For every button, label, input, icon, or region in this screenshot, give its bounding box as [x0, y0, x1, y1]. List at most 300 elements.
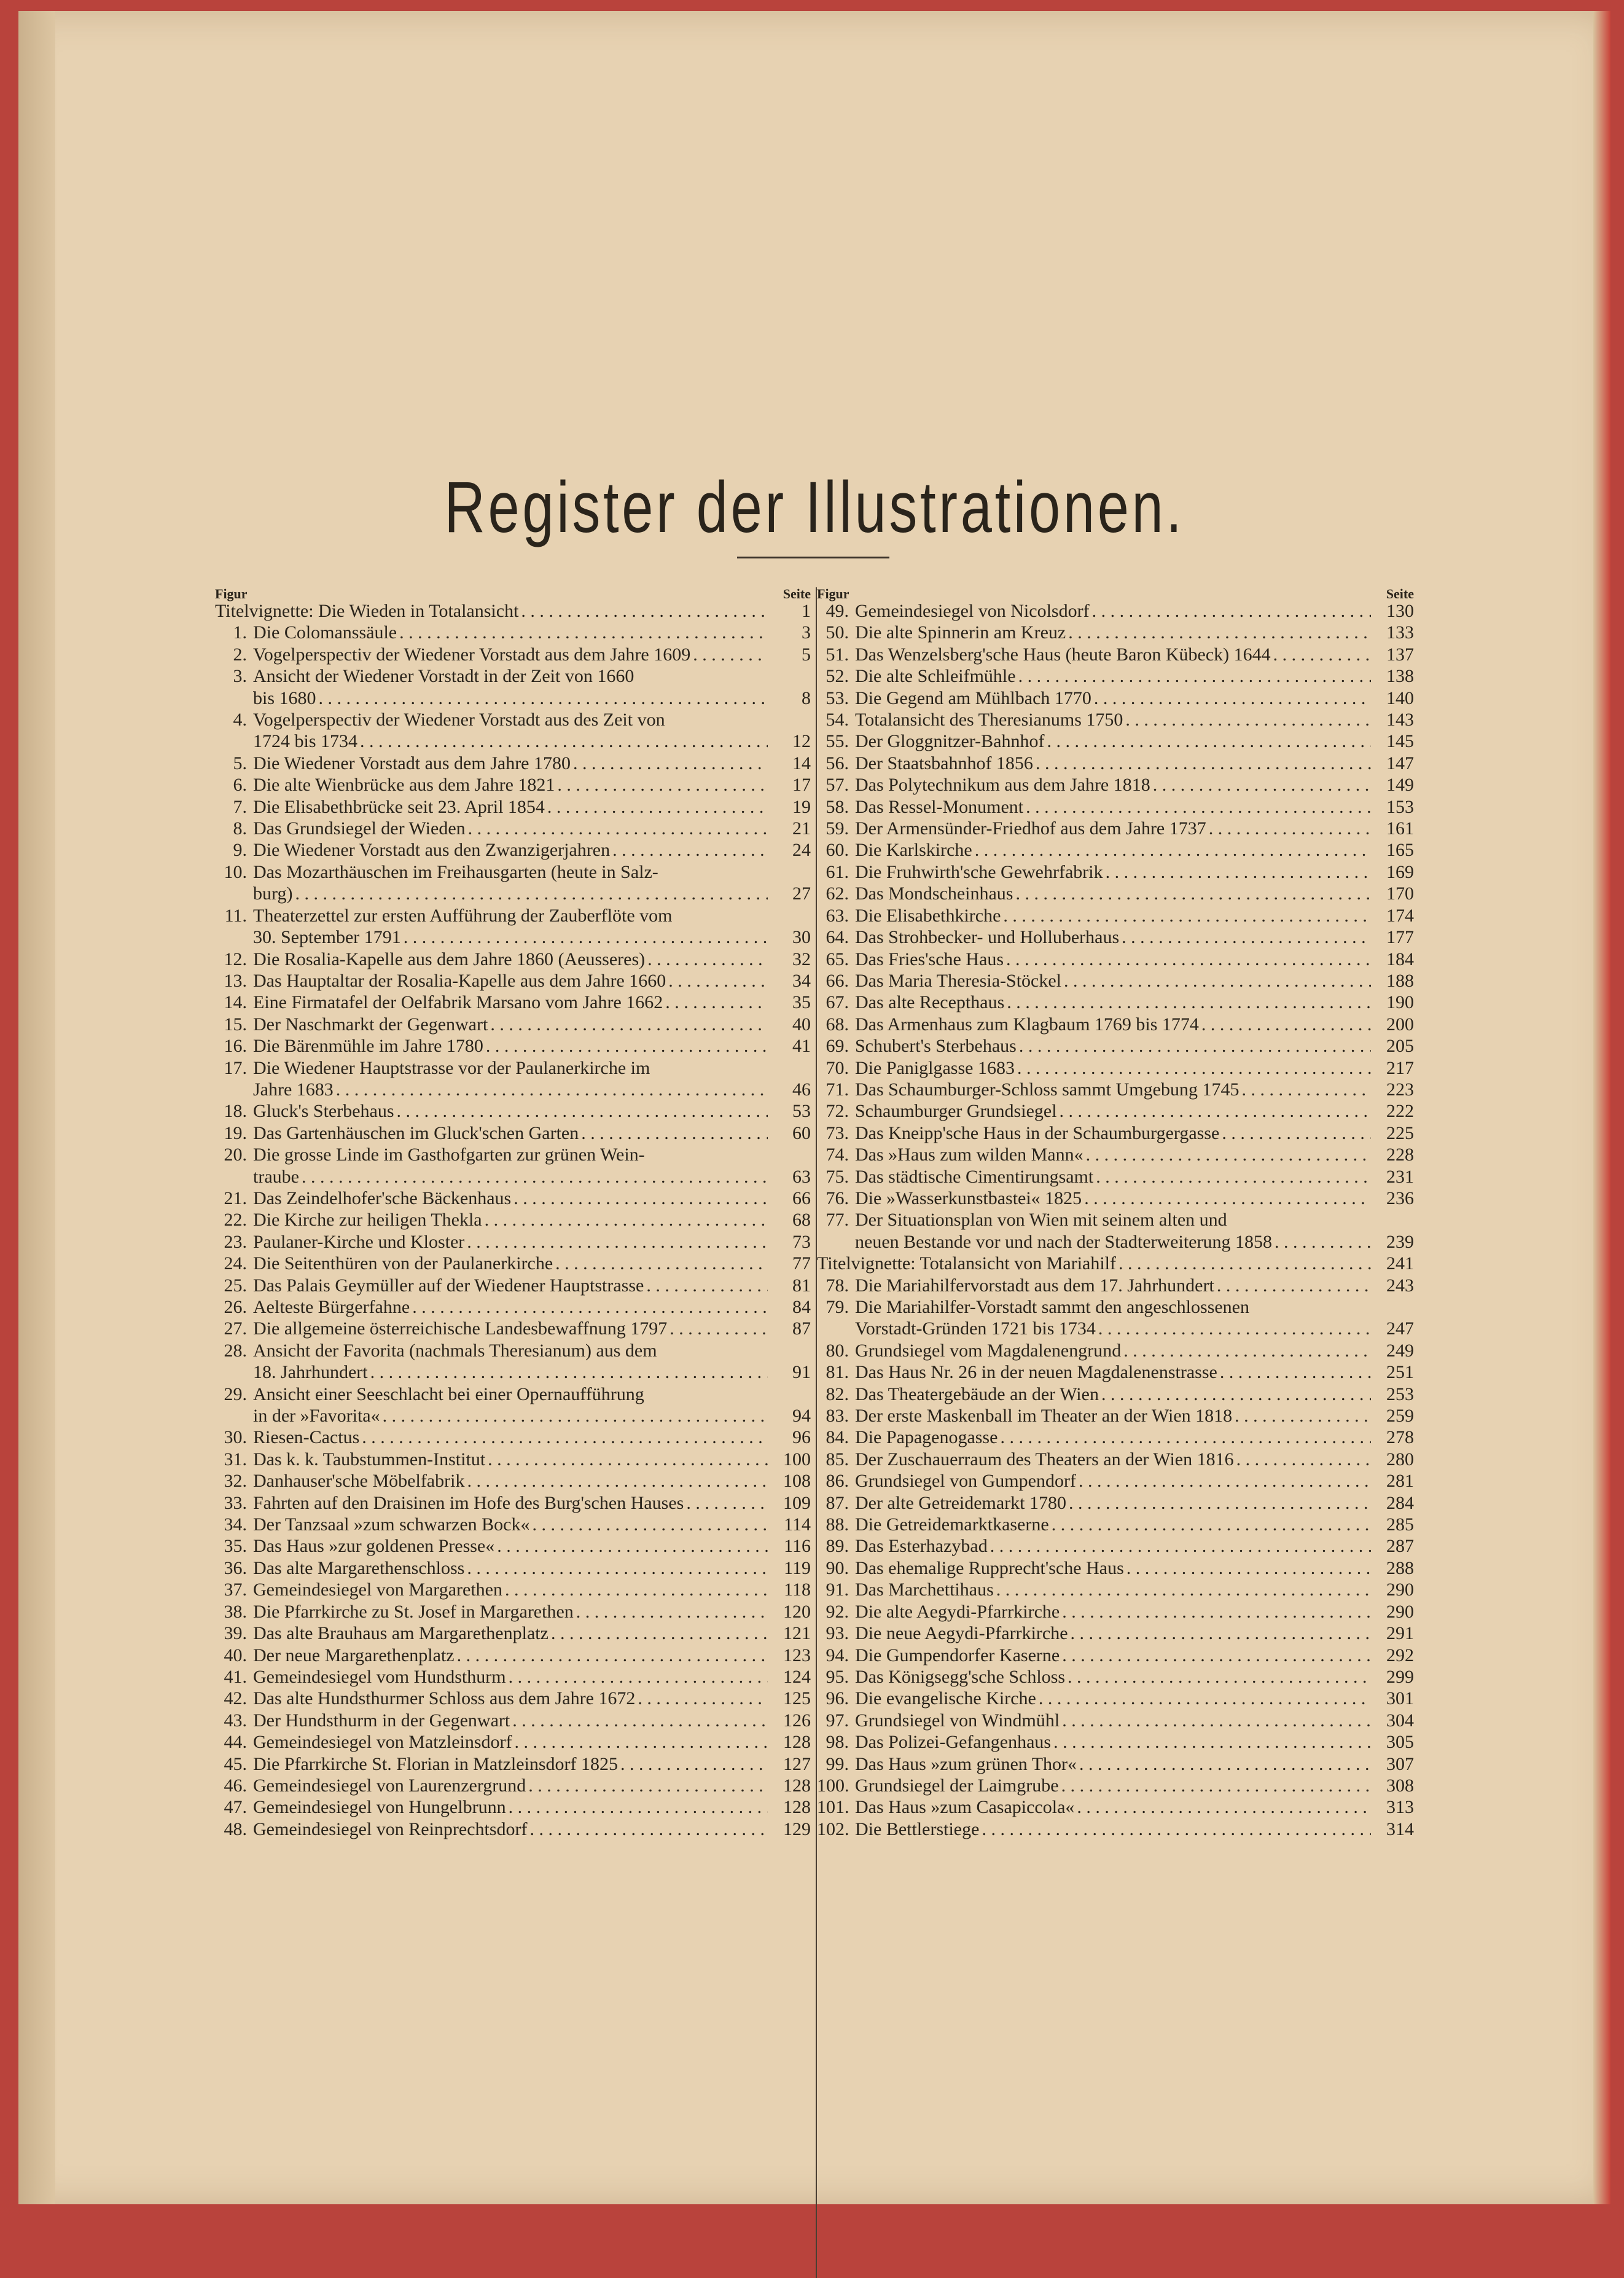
entry-line: [253, 1688, 770, 1709]
entry-number: 8.: [233, 818, 247, 839]
entry-number: 43.: [224, 1710, 247, 1731]
column-header: [215, 579, 811, 600]
index-entry: [215, 861, 811, 905]
entry-text: [253, 1557, 770, 1579]
entry-line: [855, 1449, 1373, 1470]
entry-title: Das alte Margarethenschloss: [253, 1557, 465, 1578]
entry-title: Die alte Schleifmühle: [855, 666, 1016, 687]
entry-number: 49.: [826, 601, 849, 621]
entry-page: 153: [1386, 796, 1414, 817]
entry-title: Das Hauptaltar der Rosalia-Kapelle aus dem Jahre 1660: [253, 970, 666, 991]
entry-page: 119: [784, 1557, 811, 1578]
entry-line: [855, 1144, 1373, 1165]
entry-number: 60.: [826, 840, 849, 861]
entry-title: Eine Firmatafel der Oelfabrik Marsano vom Jahre 1662: [253, 992, 663, 1013]
entry-line: [253, 1514, 770, 1535]
entry-text: [855, 1275, 1373, 1296]
entry-number: 71.: [826, 1079, 849, 1100]
dot-leader: [513, 1188, 768, 1209]
entry-page: 1: [802, 601, 811, 621]
index-entry: [817, 1079, 1414, 1100]
index-entry: [215, 1449, 811, 1470]
dot-leader: [521, 600, 768, 622]
entry-line: [855, 753, 1373, 774]
dot-leader: [468, 818, 768, 839]
entry-line: [855, 709, 1373, 730]
entry-page: 188: [1386, 970, 1414, 991]
entry-page: 91: [792, 1362, 811, 1383]
entry-page: 128: [783, 1775, 811, 1796]
entry-line: [855, 1188, 1373, 1209]
entry-line: [855, 1775, 1373, 1796]
entry-number: 65.: [826, 949, 849, 969]
entry-number: 26.: [224, 1297, 247, 1317]
index-entry: [215, 1753, 811, 1775]
title-rule: [737, 557, 889, 558]
entry-text: [253, 665, 770, 709]
index-entry: [817, 1645, 1414, 1666]
dot-leader: [295, 883, 768, 904]
entry-page: 253: [1386, 1384, 1414, 1404]
entry-page: 301: [1386, 1688, 1414, 1709]
index-entry: [817, 644, 1414, 665]
entry-number: 76.: [826, 1188, 849, 1208]
index-entry: [817, 1796, 1414, 1818]
entry-number: 50.: [826, 622, 849, 643]
entry-title: Die Mariahilfer-Vorstadt sammt den angeschlossenen: [855, 1297, 1249, 1317]
index-entry: [215, 1796, 811, 1818]
index-entry: [215, 1296, 811, 1318]
entry-page: 305: [1386, 1732, 1414, 1753]
entry-number: 17.: [224, 1057, 247, 1078]
entry-line: [855, 1818, 1373, 1840]
header-seite: Seite: [783, 586, 811, 601]
index-entry: [215, 1014, 811, 1035]
entry-text: [855, 730, 1373, 752]
entry-text: [855, 796, 1373, 818]
index-entry: [817, 818, 1414, 839]
entry-text: [855, 600, 1373, 622]
entry-number: 54.: [826, 710, 849, 730]
dot-leader: [1106, 861, 1371, 883]
index-entry: [215, 1035, 811, 1057]
dot-leader: [505, 1579, 768, 1600]
entry-page: 129: [783, 1818, 811, 1839]
entry-title: Die alte Aegydi-Pfarrkirche: [855, 1601, 1060, 1622]
entry-text: [855, 1622, 1373, 1644]
entry-page: 304: [1386, 1710, 1414, 1731]
entry-page: 174: [1386, 905, 1414, 926]
entry-title: Der Situationsplan von Wien mit seinem alten und: [855, 1210, 1227, 1231]
entry-page: 125: [783, 1688, 811, 1709]
dot-leader: [1069, 1492, 1371, 1514]
dot-leader: [497, 1535, 768, 1557]
entry-page: 133: [1386, 622, 1414, 643]
entry-page: 137: [1386, 644, 1414, 665]
entry-list: [817, 600, 1414, 1840]
entry-title: Der Armensünder-Friedhof aus dem Jahre 1737: [855, 818, 1206, 839]
entry-page: 190: [1386, 992, 1414, 1013]
entry-number: 89.: [826, 1536, 849, 1557]
entry-number: 70.: [826, 1057, 849, 1078]
dot-leader: [509, 1666, 768, 1688]
entry-page: 21: [792, 818, 811, 839]
index-entry: [817, 753, 1414, 774]
entry-text: [253, 1601, 770, 1622]
index-entry: [817, 1449, 1414, 1470]
index-entry: [215, 600, 811, 622]
entry-number: 90.: [826, 1557, 849, 1578]
index-entry: [817, 1731, 1414, 1753]
entry-page: 123: [783, 1645, 811, 1665]
entry-line: [253, 1318, 770, 1339]
entry-title: Titelvignette: Totalansicht von Mariahilf: [817, 1253, 1117, 1274]
entry-number: 55.: [826, 731, 849, 752]
entry-title: Die evangelische Kirche: [855, 1688, 1036, 1709]
index-entry: [817, 600, 1414, 622]
entry-line: [855, 1275, 1373, 1296]
entry-number: 6.: [233, 775, 247, 796]
entry-page: 41: [792, 1036, 811, 1057]
entry-page: 140: [1386, 687, 1414, 708]
dot-leader: [1019, 1035, 1371, 1057]
entry-number: 2.: [233, 644, 247, 665]
entry-title: Die Elisabethbrücke seit 23. April 1854: [253, 796, 545, 817]
dot-leader: [467, 1557, 768, 1579]
entry-text: [253, 622, 770, 643]
entry-line: [855, 687, 1373, 709]
entry-number: 21.: [224, 1188, 247, 1208]
entry-number: 87.: [826, 1492, 849, 1513]
index-entry: [215, 1514, 811, 1535]
entry-title: Das Zeindelhofer'sche Bäckenhaus: [253, 1188, 512, 1208]
entry-line: [253, 818, 770, 839]
entry-text: [253, 1100, 770, 1122]
entry-page: 225: [1386, 1122, 1414, 1143]
entry-line: [253, 949, 770, 970]
dot-leader: [665, 992, 768, 1013]
dot-leader: [1123, 1340, 1371, 1361]
index-entry: [215, 1340, 811, 1384]
entry-line: [855, 883, 1373, 904]
entry-text: [855, 1122, 1373, 1144]
index-entry: [215, 1100, 811, 1122]
entry-text: [253, 1035, 770, 1057]
dot-leader: [1000, 1427, 1371, 1448]
entry-text: [253, 1340, 770, 1384]
index-entry: [817, 622, 1414, 643]
dot-leader: [1096, 1166, 1371, 1188]
index-entry: [215, 1688, 811, 1709]
index-entry: [817, 1057, 1414, 1079]
entry-text: [855, 992, 1373, 1013]
entry-page: 145: [1386, 731, 1414, 752]
entry-number: 77.: [826, 1210, 849, 1231]
entry-text: [253, 1579, 770, 1600]
dot-leader: [1006, 949, 1371, 970]
entry-text: [253, 1014, 770, 1035]
page-edge: [1593, 11, 1610, 2204]
entry-title: Vorstadt-Gründen 1721 bis 1734: [855, 1318, 1096, 1339]
index-entry: [215, 1601, 811, 1622]
entry-title: Die Wiedener Hauptstrasse vor der Paulanerkirche im: [253, 1057, 650, 1078]
index-entry: [817, 970, 1414, 992]
entry-text: [855, 1579, 1373, 1600]
entry-line: [855, 1340, 1373, 1361]
entry-title: Ansicht einer Seeschlacht bei einer Opernaufführung: [253, 1384, 644, 1404]
dot-leader: [686, 1492, 768, 1514]
dot-leader: [1118, 1253, 1371, 1274]
entry-line: [855, 1361, 1373, 1383]
entry-text: [855, 1405, 1373, 1427]
entry-line: [253, 1622, 770, 1644]
entry-title: Die Mariahilfervorstadt aus dem 17. Jahrhundert: [855, 1275, 1214, 1296]
dot-leader: [1217, 1275, 1371, 1296]
entry-title: Die neue Aegydi-Pfarrkirche: [855, 1623, 1068, 1644]
entry-page: 24: [792, 840, 811, 861]
entry-line: [855, 774, 1373, 796]
entry-title: Paulaner-Kirche und Kloster: [253, 1231, 465, 1252]
entry-title: Jahre 1683: [253, 1079, 334, 1100]
entry-line: [855, 796, 1373, 818]
entry-page: 247: [1386, 1318, 1414, 1339]
dot-leader: [404, 926, 768, 948]
entry-number: 34.: [224, 1514, 247, 1535]
entry-page: 299: [1386, 1666, 1414, 1687]
entry-number: 85.: [826, 1449, 849, 1470]
dot-leader: [612, 839, 768, 861]
dot-leader: [383, 1405, 768, 1427]
entry-line: [253, 1818, 770, 1840]
dot-leader: [975, 839, 1371, 861]
dot-leader: [1126, 1557, 1371, 1579]
entry-line: [253, 1405, 770, 1427]
index-entry: [215, 1209, 811, 1231]
dot-leader: [1125, 709, 1371, 730]
entry-line: [855, 1079, 1373, 1100]
entry-line: [855, 1405, 1373, 1427]
entry-number: 38.: [224, 1601, 247, 1622]
entry-text: [253, 1384, 770, 1427]
entry-title: Das Maria Theresia-Stöckel: [855, 970, 1061, 991]
index-entry: [817, 1622, 1414, 1644]
entry-page: 109: [783, 1492, 811, 1513]
entry-number: 1.: [233, 622, 247, 643]
entry-number: 102.: [817, 1818, 849, 1839]
index-entry: [817, 1601, 1414, 1622]
entry-title: Die Rosalia-Kapelle aus dem Jahre 1860 (Aeusseres): [253, 949, 646, 969]
index-entry: [215, 1818, 811, 1840]
entry-page: 292: [1386, 1645, 1414, 1665]
entry-text: [855, 1384, 1373, 1405]
entry-page: 251: [1386, 1362, 1414, 1383]
index-entry: [215, 818, 811, 839]
entry-text: [855, 1688, 1373, 1709]
dot-leader: [1068, 1666, 1371, 1688]
index-entry: [817, 905, 1414, 926]
entry-line: [253, 1731, 770, 1753]
index-entry: [215, 1384, 811, 1427]
entry-text: [855, 1449, 1373, 1470]
dot-leader: [1062, 1601, 1371, 1622]
entry-number: 62.: [826, 883, 849, 904]
index-entry: [817, 1710, 1414, 1731]
entry-line: [253, 1645, 770, 1666]
entry-title: Die Elisabethkirche: [855, 905, 1001, 926]
entry-title: Gemeindesiegel von Reinprechtsdorf: [253, 1818, 528, 1839]
entry-number: 25.: [224, 1275, 247, 1296]
entry-title: Gemeindesiegel von Hungelbrunn: [253, 1797, 506, 1818]
entry-line: [253, 1427, 770, 1448]
entry-line: [253, 1100, 770, 1122]
entry-page: 30: [792, 927, 811, 948]
dot-leader: [1060, 1100, 1371, 1122]
entry-line: [253, 730, 770, 752]
entry-title: Die Gumpendorfer Kaserne: [855, 1645, 1060, 1665]
dot-leader: [336, 1079, 768, 1100]
entry-text: [855, 687, 1373, 709]
entry-page: 169: [1386, 861, 1414, 882]
entry-number: 15.: [224, 1014, 247, 1035]
column-header: [817, 579, 1414, 600]
header-seite: Seite: [1386, 586, 1414, 601]
entry-line: [253, 1340, 770, 1361]
entry-title: Das Strohbecker- und Holluberhaus: [855, 927, 1120, 948]
entry-page: 35: [792, 992, 811, 1013]
entry-number: 32.: [224, 1471, 247, 1492]
index-entry: [817, 1275, 1414, 1296]
entry-page: 147: [1386, 753, 1414, 773]
entry-title: Die alte Spinnerin am Kreuz: [855, 622, 1066, 643]
entry-page: 217: [1386, 1057, 1414, 1078]
entry-title: Die Colomanssäule: [253, 622, 397, 643]
entry-text: [855, 1427, 1373, 1448]
index-entry: [215, 1710, 811, 1731]
entry-title: Das Haus »zur goldenen Presse«: [253, 1536, 495, 1557]
index-entry: [817, 1557, 1414, 1579]
dot-leader: [1086, 1144, 1371, 1165]
entry-title: Danhauser'sche Möbelfabrik: [253, 1471, 465, 1492]
entry-line: [253, 1384, 770, 1405]
entry-text: [855, 1645, 1373, 1666]
entry-number: 27.: [224, 1318, 247, 1339]
entry-line: [253, 1079, 770, 1100]
entry-line: [855, 1100, 1373, 1122]
entry-line: [253, 1166, 770, 1188]
index-entry: [817, 1122, 1414, 1144]
index-entry: [817, 1253, 1414, 1274]
index-entry: [817, 1209, 1414, 1253]
entry-page: 259: [1386, 1406, 1414, 1427]
entry-page: 205: [1386, 1036, 1414, 1057]
entry-text: [253, 1231, 770, 1253]
entry-number: 39.: [224, 1623, 247, 1644]
dot-leader: [1209, 818, 1371, 839]
entry-page: 14: [792, 753, 811, 773]
entry-text: [855, 753, 1373, 774]
entry-number: 4.: [233, 710, 247, 730]
entry-number: 99.: [826, 1753, 849, 1774]
dot-leader: [1053, 1731, 1371, 1753]
entry-number: 81.: [826, 1362, 849, 1383]
dot-leader: [360, 730, 768, 752]
entry-number: 57.: [826, 775, 849, 796]
dot-leader: [1122, 926, 1371, 948]
entry-page: 66: [792, 1188, 811, 1208]
entry-text: [253, 970, 770, 992]
entry-number: 79.: [826, 1297, 849, 1317]
dot-leader: [1094, 687, 1371, 709]
entry-number: 23.: [224, 1231, 247, 1252]
index-entry: [215, 949, 811, 970]
entry-line: [253, 839, 770, 861]
entry-text: [855, 665, 1373, 687]
index-entry: [215, 1122, 811, 1144]
entry-number: 97.: [826, 1710, 849, 1731]
entry-title: Der Hundsthurm in der Gegenwart: [253, 1710, 510, 1731]
index-entry: [817, 1470, 1414, 1492]
entry-number: 98.: [826, 1732, 849, 1753]
entry-title: Grundsiegel von Gumpendorf: [855, 1471, 1076, 1492]
index-entry: [817, 1666, 1414, 1688]
entry-title: burg): [253, 883, 293, 904]
entry-page: 94: [792, 1406, 811, 1427]
page-spine-shadow: [18, 11, 55, 2204]
dot-leader: [557, 774, 768, 796]
entry-text: [253, 1427, 770, 1448]
entry-page: 284: [1386, 1492, 1414, 1513]
entry-text: [855, 1818, 1373, 1840]
dot-leader: [573, 753, 768, 774]
entry-text: [855, 1035, 1373, 1057]
entry-line: [855, 1470, 1373, 1492]
entry-text: [855, 949, 1373, 970]
entry-line: [253, 774, 770, 796]
entry-page: 5: [802, 644, 811, 665]
index-entry: [817, 687, 1414, 709]
entry-page: 143: [1386, 710, 1414, 730]
dot-leader: [1236, 1449, 1371, 1470]
entry-page: 236: [1386, 1188, 1414, 1208]
entry-page: 223: [1386, 1079, 1414, 1100]
index-entry: [817, 949, 1414, 970]
entry-text: [855, 926, 1373, 948]
entry-page: 285: [1386, 1514, 1414, 1535]
entry-line: [253, 1014, 770, 1035]
entry-text: [855, 818, 1373, 839]
entry-line: [253, 1296, 770, 1318]
index-entry: [817, 1427, 1414, 1448]
entry-line: [855, 622, 1373, 643]
entry-page: 249: [1386, 1340, 1414, 1361]
entry-number: 20.: [224, 1145, 247, 1165]
entry-page: 12: [792, 731, 811, 752]
entry-line: [855, 1601, 1373, 1622]
entry-page: 314: [1386, 1818, 1414, 1839]
entry-number: 7.: [233, 796, 247, 817]
entry-line: [253, 1710, 770, 1731]
dot-leader: [1052, 1514, 1371, 1535]
entry-line: [855, 1384, 1373, 1405]
index-entry: [215, 1144, 811, 1188]
entry-number: 47.: [224, 1797, 247, 1818]
index-entry: [215, 970, 811, 992]
dot-leader: [646, 1275, 768, 1296]
index-entry: [215, 905, 811, 949]
index-entry: [817, 1492, 1414, 1514]
entry-title: Die Wiedener Vorstadt aus den Zwanzigerjahren: [253, 840, 611, 861]
index-entry: [817, 774, 1414, 796]
